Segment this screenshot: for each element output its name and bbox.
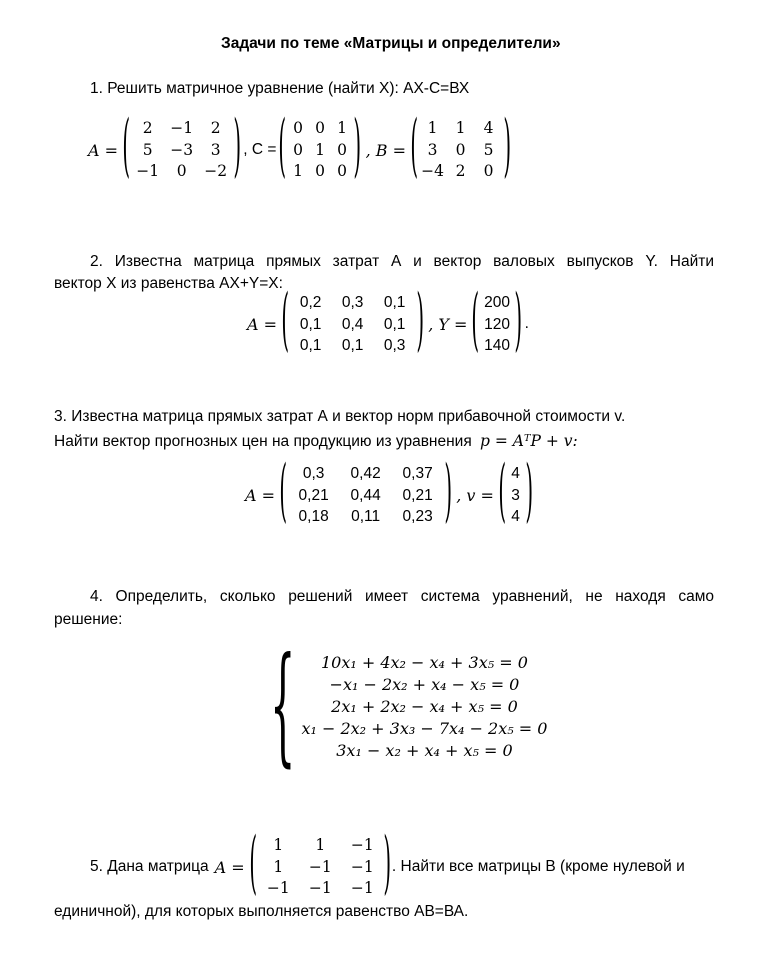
- matrix-cell: 3: [210, 140, 221, 159]
- matrix-cell: 0,11: [351, 508, 381, 525]
- task5-text-after: . Найти все матрицы B (кроме нулевой и: [391, 858, 685, 876]
- matrix-grid: [287, 118, 353, 183]
- right-paren: ): [503, 109, 511, 188]
- matrix-cell: 0,42: [350, 465, 381, 482]
- task3-text-line2-wrap: [54, 432, 578, 451]
- matrix-cell: 0,21: [402, 486, 433, 504]
- matrix-cell: 0,1: [383, 315, 406, 333]
- matrix-cell: 0,3: [302, 465, 325, 482]
- task5-text-before: 5. Дана матрица: [90, 858, 209, 876]
- left-paren: (: [278, 109, 287, 188]
- task2-y-label: , Y =: [428, 314, 468, 334]
- matrix-cell: 0,44: [350, 486, 381, 504]
- matrix-cell: 120: [484, 315, 510, 333]
- equation-line: −x₁ − 2x₂ + x₄ − x₅ = 0: [329, 675, 520, 694]
- matrix-grid: [507, 463, 525, 528]
- matrix-grid: [480, 292, 514, 357]
- matrix-cell: 1: [273, 836, 284, 854]
- matrix-cell: 200: [484, 294, 510, 311]
- matrix-cell: 4: [483, 119, 494, 137]
- left-paren: (: [279, 454, 288, 533]
- matrix-cell: −2: [204, 162, 228, 180]
- matrix-cell: −3: [170, 140, 194, 159]
- equation-line: x₁ − 2x₂ + 3x₃ − 7x₄ − 2x₅ = 0: [301, 719, 548, 738]
- task1-text: 1. Решить матричное уравнение (найти X): АХ-С=ВХ: [90, 80, 470, 97]
- matrix-cell: 0,18: [298, 508, 329, 525]
- matrix-cell: 0,3: [383, 337, 406, 354]
- right-paren: ): [353, 109, 362, 188]
- task1-matrix-c: [278, 109, 362, 188]
- task1-c-label: , С =: [243, 141, 277, 159]
- matrix-cell: 0,3: [341, 294, 364, 311]
- task2-text-line1: 2. Известна матрица прямых затрат А и вектор валовых выпусков Y. Найти: [90, 253, 714, 270]
- task4-text-line1: 4. Определить, сколько решений имеет система уравнений, не находя само: [90, 588, 714, 605]
- right-paren: ): [383, 826, 392, 905]
- left-paren: (: [281, 283, 290, 362]
- page-title: Задачи по теме «Матрицы и определители»: [221, 35, 561, 52]
- matrix-cell: 140: [484, 337, 510, 354]
- task4-text-line2: решение:: [54, 611, 123, 628]
- matrix-cell: 0: [293, 140, 303, 159]
- task3-text-line2: Найти вектор прогнозных цен на продукцию из уравнения: [54, 433, 472, 450]
- matrix-cell: 0,1: [383, 294, 406, 311]
- equation-line: 2x₁ + 2x₂ − x₄ + x₅ = 0: [331, 697, 518, 716]
- matrix-cell: −1: [266, 879, 290, 897]
- matrix-cell: 0,4: [341, 315, 364, 333]
- matrix-cell: 4: [511, 508, 520, 525]
- task3-equation: p = AᵀP + v:: [480, 432, 578, 450]
- matrix-cell: 0: [483, 162, 494, 180]
- matrix-grid: [131, 118, 233, 183]
- matrix-cell: 0,1: [299, 315, 322, 333]
- matrix-cell: 0,37: [402, 465, 433, 482]
- matrix-cell: 2: [455, 162, 466, 180]
- system-brace: {: [270, 633, 296, 781]
- task5-text-line2: единичной), для которых выполняется равенство АВ=ВА.: [54, 903, 469, 920]
- matrix-cell: 0: [176, 162, 187, 180]
- matrix-cell: 1: [427, 119, 438, 137]
- task4-system: [270, 633, 548, 781]
- left-paren: (: [122, 109, 131, 188]
- left-paren: (: [498, 454, 507, 533]
- right-paren: ): [416, 283, 424, 362]
- left-paren: (: [410, 109, 419, 188]
- task3-matrix-a: [279, 454, 452, 533]
- matrix-cell: 2: [210, 119, 221, 137]
- matrix-cell: 5: [483, 140, 494, 159]
- left-paren: (: [249, 826, 257, 905]
- matrix-cell: −4: [421, 162, 445, 180]
- matrix-cell: 1: [293, 162, 303, 180]
- right-paren: ): [514, 283, 523, 362]
- left-paren: (: [471, 283, 480, 362]
- matrix-cell: −1: [136, 162, 160, 180]
- matrix-cell: 3: [427, 140, 438, 159]
- equation-line: 10x₁ + 4x₂ − x₄ + 3x₅ = 0: [320, 653, 528, 672]
- matrix-cell: 0,1: [341, 337, 364, 354]
- matrix-cell: 5: [142, 140, 153, 159]
- task5-a-label: A =: [214, 857, 245, 877]
- matrix-cell: −1: [308, 857, 332, 876]
- task1-matrices: [88, 109, 511, 188]
- task1-a-label: A =: [88, 140, 119, 160]
- task1-matrix-b: [410, 109, 511, 188]
- task1-matrix-a: [122, 109, 241, 188]
- task2-end: .: [524, 315, 529, 333]
- matrix-cell: 0,1: [299, 337, 322, 354]
- matrix-cell: 1: [315, 836, 326, 854]
- matrix-cell: 0: [315, 119, 325, 137]
- matrix-cell: 3: [511, 486, 520, 504]
- matrix-grid: [419, 118, 503, 183]
- matrix-cell: 0: [455, 140, 466, 159]
- matrix-grid: [288, 463, 444, 528]
- task2-a-label: A =: [247, 314, 278, 334]
- matrix-grid: [257, 835, 383, 900]
- task2-text-line2: вектор X из равенства АХ+Y=Х:: [54, 275, 283, 292]
- task3-vector-v: [498, 454, 533, 533]
- matrix-grid: [290, 292, 416, 357]
- matrix-cell: 0,2: [299, 294, 322, 311]
- matrix-cell: 1: [337, 119, 347, 137]
- task3-v-label: , v =: [456, 485, 494, 505]
- system-equations: [301, 652, 547, 762]
- task3-matrices: [245, 454, 533, 533]
- task5-matrix-a: [249, 826, 392, 905]
- equation-line: 3x₁ − x₂ + x₄ + x₅ = 0: [336, 741, 513, 760]
- matrix-cell: 0: [337, 162, 347, 180]
- matrix-cell: 1: [455, 119, 466, 137]
- task3-text-line1: 3. Известна матрица прямых затрат А и вектор норм прибавочной стоимости v.: [54, 408, 626, 425]
- matrix-cell: 0: [315, 162, 325, 180]
- matrix-cell: 1: [315, 140, 325, 159]
- matrix-cell: −1: [170, 119, 194, 137]
- task3-a-label: A =: [245, 485, 276, 505]
- right-paren: ): [444, 454, 452, 533]
- task5-row: [90, 826, 685, 905]
- right-paren: ): [524, 454, 533, 533]
- matrix-cell: −1: [350, 879, 374, 897]
- matrix-cell: 1: [273, 857, 284, 876]
- task2-matrices: [247, 283, 531, 362]
- matrix-cell: 0,23: [402, 508, 433, 525]
- matrix-cell: 0,21: [298, 486, 329, 504]
- matrix-cell: 0: [337, 140, 347, 159]
- right-paren: ): [233, 109, 241, 188]
- task2-vector-y: [471, 283, 523, 362]
- matrix-cell: 4: [511, 465, 520, 482]
- matrix-cell: −1: [350, 836, 374, 854]
- matrix-cell: 2: [142, 119, 153, 137]
- matrix-cell: −1: [350, 857, 374, 876]
- task2-matrix-a: [281, 283, 424, 362]
- matrix-cell: −1: [308, 879, 332, 897]
- matrix-cell: 0: [293, 119, 303, 137]
- task1-b-label: , B =: [365, 140, 407, 160]
